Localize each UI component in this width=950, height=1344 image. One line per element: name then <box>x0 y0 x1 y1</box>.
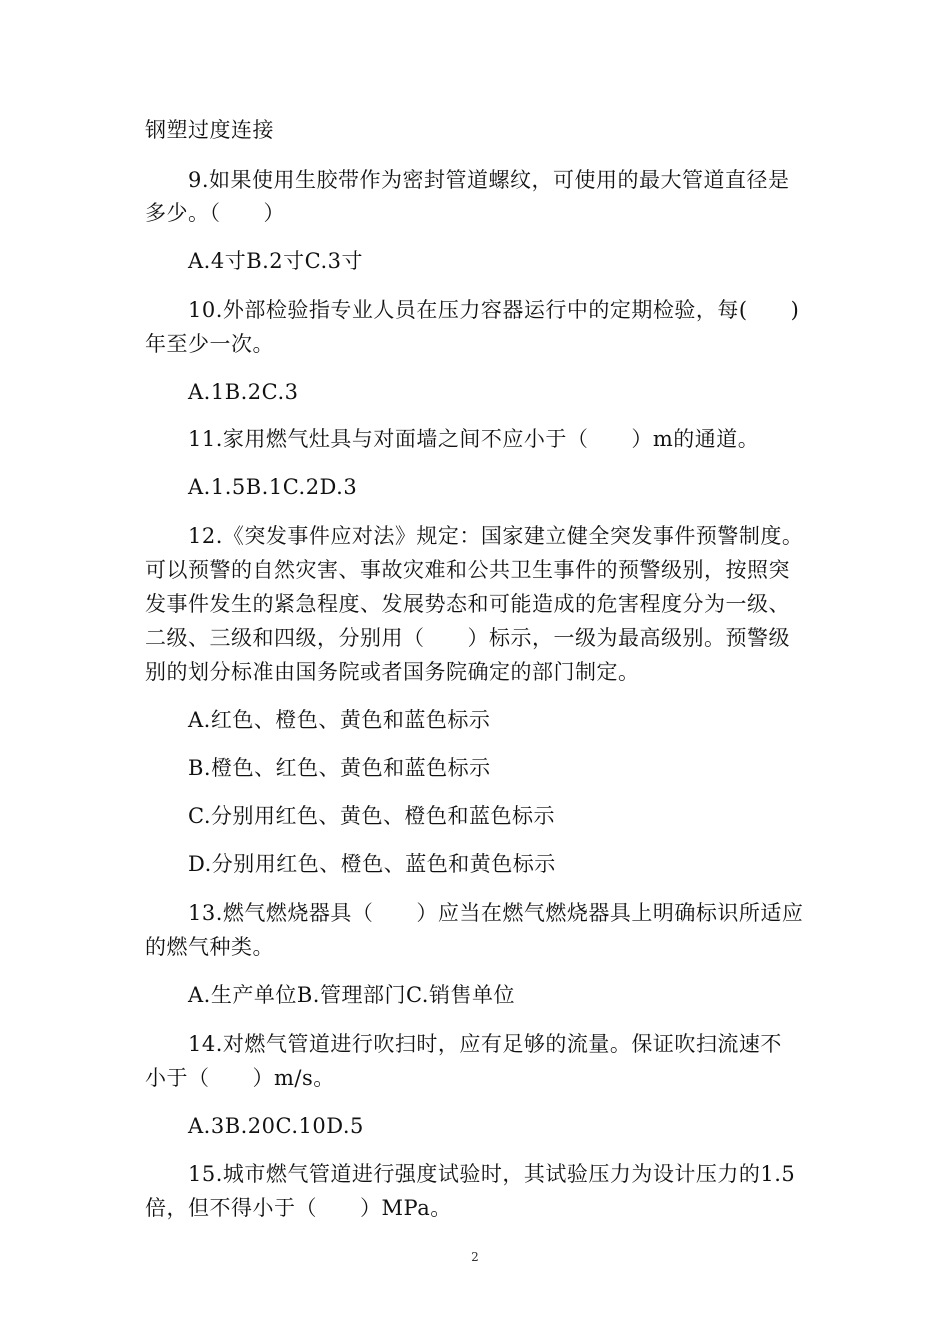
text-line: 年至少一次。 <box>145 332 274 356</box>
answer-option: B.橙色、红色、黄色和蓝色标示 <box>188 756 491 780</box>
question-13: 13.燃气燃烧器具（ ）应当在燃气燃烧器具上明确标识所适应 <box>188 901 804 925</box>
question-9: 9.如果使用生胶带作为密封管道螺纹，可使用的最大管道直径是 <box>188 168 790 192</box>
text-line: 二级、三级和四级，分别用（ ）标示，一级为最高级别。预警级 <box>145 626 790 650</box>
page-number: 2 <box>471 1250 479 1264</box>
answer-options-11: A.1.5B.1C.2D.3 <box>188 475 358 499</box>
answer-options-13: A.生产单位B.管理部门C.销售单位 <box>188 983 515 1007</box>
text-line: 倍，但不得小于（ ）MPa。 <box>145 1196 452 1220</box>
answer-option: D.分别用红色、橙色、蓝色和黄色标示 <box>188 852 556 876</box>
text-line: 小于（ ）m/s。 <box>145 1066 335 1090</box>
question-15: 15.城市燃气管道进行强度试验时，其试验压力为设计压力的1.5 <box>188 1162 796 1186</box>
text-line: 可以预警的自然灾害、事故灾难和公共卫生事件的预警级别，按照突 <box>145 558 790 582</box>
answer-options-9: A.4寸B.2寸C.3寸 <box>188 249 364 273</box>
question-14: 14.对燃气管道进行吹扫时，应有足够的流量。保证吹扫流速不 <box>188 1032 782 1056</box>
text-line: 多少。（ ） <box>145 201 285 225</box>
question-10: 10.外部检验指专业人员在压力容器运行中的定期检验，每( ) <box>188 298 800 322</box>
answer-options-10: A.1B.2C.3 <box>188 380 299 404</box>
text-line: 的燃气种类。 <box>145 935 274 959</box>
text-line: 钢塑过度连接 <box>145 118 274 142</box>
answer-option: C.分别用红色、黄色、橙色和蓝色标示 <box>188 804 555 828</box>
answer-options-14: A.3B.20C.10D.5 <box>188 1114 364 1138</box>
answer-option: A.红色、橙色、黄色和蓝色标示 <box>188 708 491 732</box>
question-12: 12.《突发事件应对法》规定：国家建立健全突发事件预警制度。 <box>188 524 804 548</box>
question-11: 11.家用燃气灶具与对面墙之间不应小于（ ）m的通道。 <box>188 427 760 451</box>
text-line: 别的划分标准由国务院或者国务院确定的部门制定。 <box>145 660 640 684</box>
text-line: 发事件发生的紧急程度、发展势态和可能造成的危害程度分为一级、 <box>145 592 790 616</box>
